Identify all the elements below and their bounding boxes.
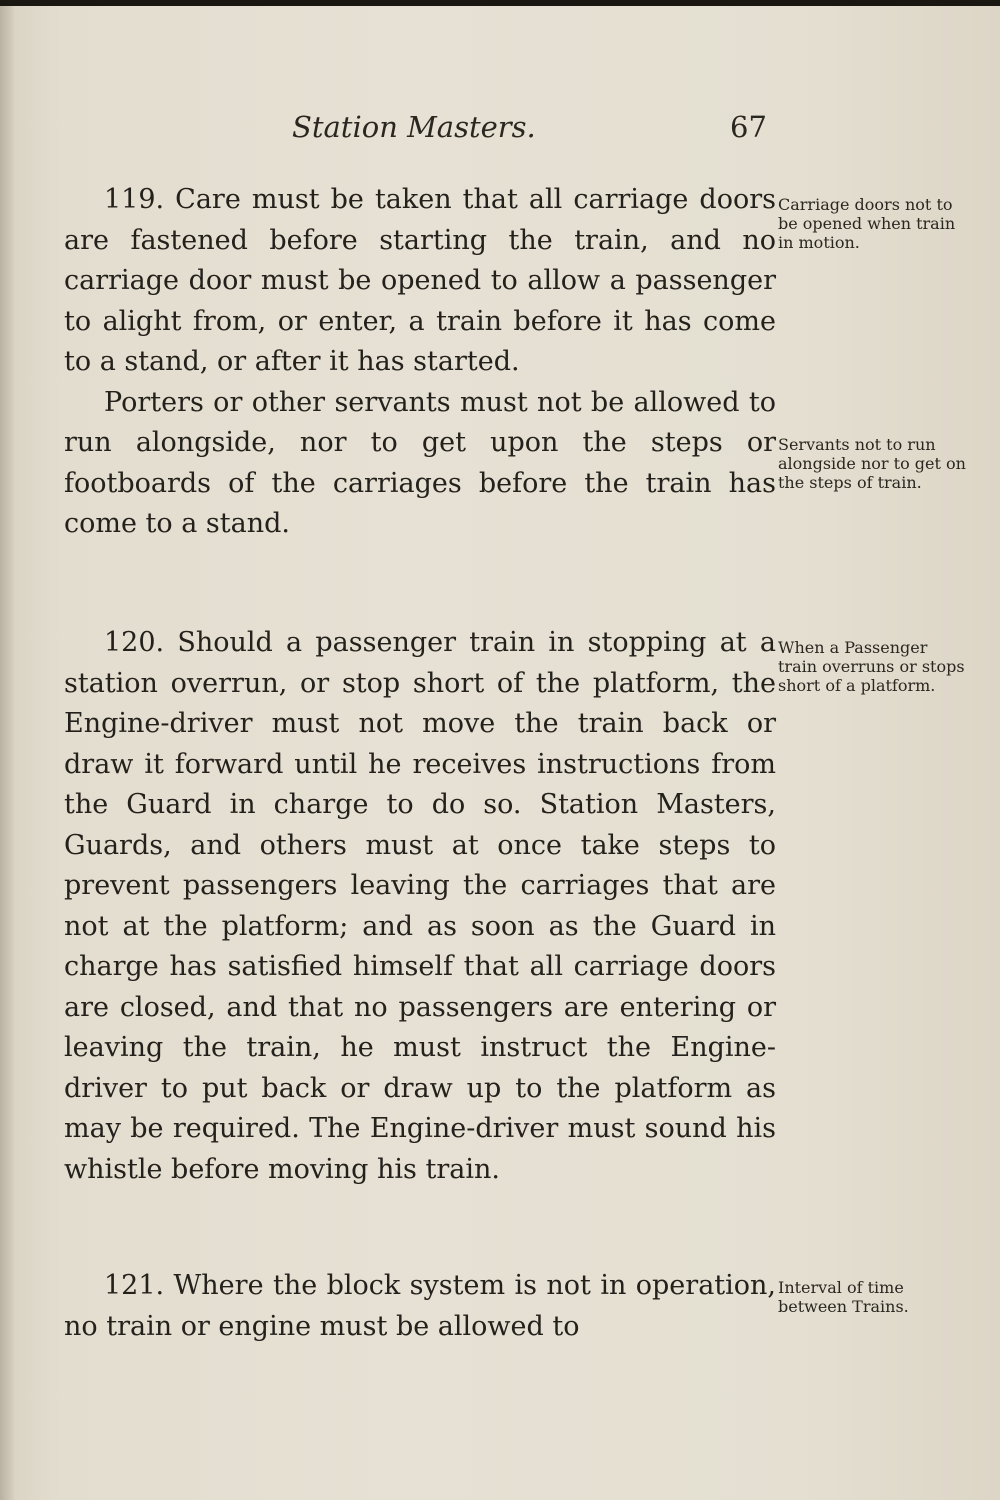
margin-note-carriage-doors [778, 195, 968, 252]
page-number: 67 [730, 110, 767, 144]
margin-note-text: When a Passenger train overruns or stops short of a platform. [778, 638, 965, 695]
margin-note-text: Carriage doors not to be opened when train in motion. [778, 195, 956, 252]
margin-note-text: Servants not to run alongside nor to get on the steps of train. [778, 435, 966, 492]
running-title: Station Masters. [292, 110, 536, 144]
margin-note-text: Interval of time between Trains. [778, 1278, 909, 1316]
book-page [0, 6, 1000, 1500]
margin-note-interval [778, 1278, 968, 1316]
page-binding-edge [0, 6, 14, 1500]
running-header [0, 110, 1000, 150]
rule-119-paragraph: 119. Care must be taken that all carriage doors are fastened before starting the train, and no carriage door must be opened to allow a passenger to alight from, or enter, a train before it has come to a stand, or after it has started. [64, 184, 776, 377]
rule-119-porters-paragraph: Porters or other servants must not be allowed to run alongside, nor to get upon the steps or footboards of the carriages before the train has come to a stand. [64, 386, 776, 539]
rule-119-block [64, 180, 776, 545]
rule-120-paragraph: 120. Should a passenger train in stopping at a station overrun, or stop short of the platform, the Engine-driver must not move the train back or draw it forward until he receives instructions from the Guard in charge to do so. Station Masters, Guards, and others must at once take steps to prevent passengers leaving the carriages that are not at the platform; and as soon as the Guard in charge has satisfied himself that all carriage doors are closed, and that no passengers are entering or leaving the train, he must instruct the Engine-driver to put back or draw up to the platform as may be required. The Engine-driver must sound his whistle before moving his train. [64, 627, 776, 1185]
rule-120-block [64, 623, 776, 1190]
rule-121-block [64, 1266, 776, 1347]
rule-121-paragraph: 121. Where the block system is not in operation, no train or engine must be allowed to [64, 1270, 776, 1342]
margin-note-overrun [778, 638, 968, 695]
margin-note-servants [778, 435, 968, 492]
